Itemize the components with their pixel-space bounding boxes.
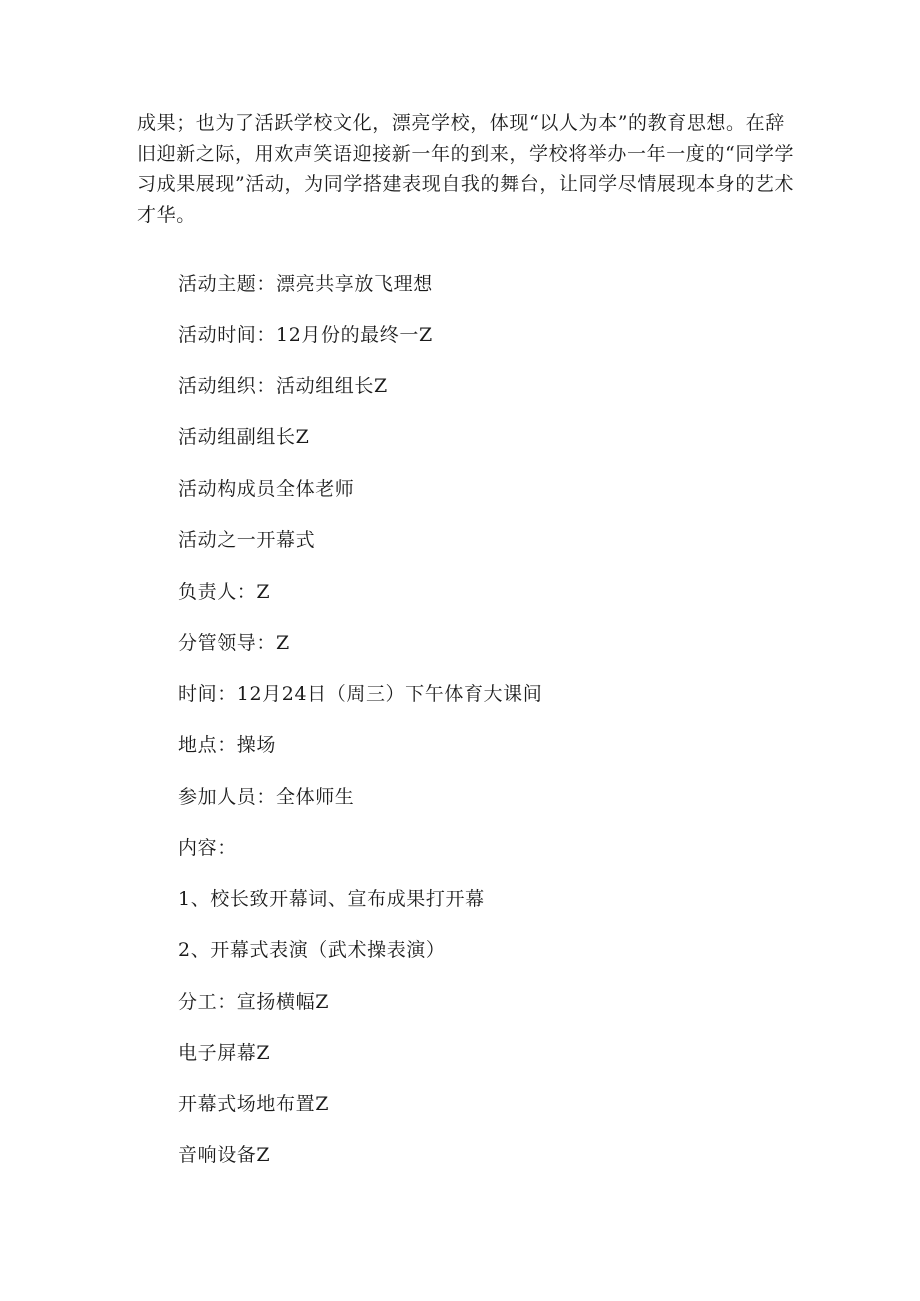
- activity-theme-line: 活动主题：漂亮共享放飞理想: [178, 273, 433, 295]
- venue-setup-line: 开幕式场地布置Z: [178, 1093, 330, 1115]
- content-heading: 内容：: [178, 837, 237, 859]
- opening-ceremony-heading: 活动之一开幕式: [178, 529, 316, 551]
- supervising-leader-line: 分管领导：Z: [178, 632, 290, 654]
- person-in-charge-line: 负责人：Z: [178, 581, 271, 603]
- participants-line: 参加人员：全体师生: [178, 786, 355, 808]
- location-line: 地点：操场: [178, 734, 277, 756]
- time-line: 时间：12月24日（周三）下午体育大课间: [178, 683, 543, 705]
- electronic-screen-line: 电子屏幕Z: [178, 1042, 271, 1064]
- deputy-leader-line: 活动组副组长Z: [178, 426, 310, 448]
- intro-paragraph: 成果；也为了活跃学校文化，漂亮学校，体现“以人为本”的教育思想。在辞旧迎新之际，用欢声笑语迎接新一年的到来，学校将举办一年一度的“同学学习成果展现”活动，为同学搭建表现自我的舞台，让同学尽情展现本身的艺术才华。: [137, 112, 795, 226]
- activity-time-line: 活动时间：12月份的最终一Z: [178, 324, 433, 346]
- audio-equipment-line: 音响设备Z: [178, 1144, 271, 1166]
- activity-organizer-line: 活动组织：活动组组长Z: [178, 375, 388, 397]
- division-banner-line: 分工：宣扬横幅Z: [178, 991, 330, 1013]
- content-item-2: 2、开幕式表演（武术操表演）: [178, 939, 446, 961]
- members-line: 活动构成员全体老师: [178, 478, 355, 500]
- content-item-1: 1、校长致开幕词、宣布成果打开幕: [178, 888, 485, 910]
